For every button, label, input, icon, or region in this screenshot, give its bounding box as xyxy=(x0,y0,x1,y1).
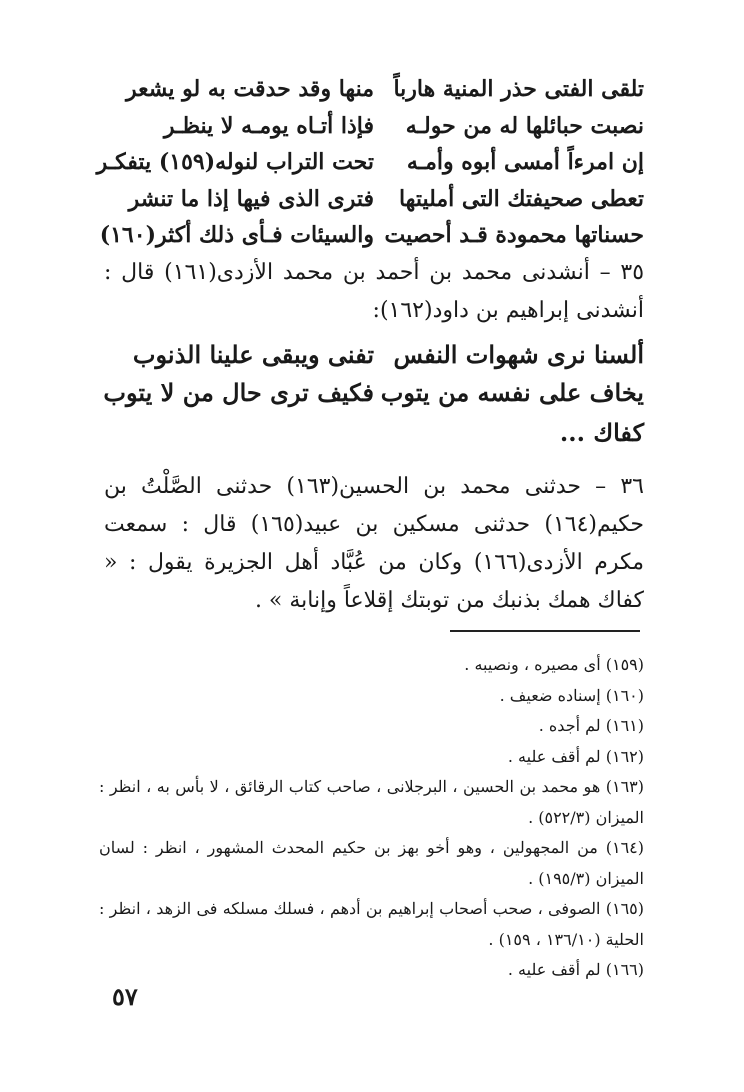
verse-second-hemistich: فإذا أتـاه يومـه لا ينظـر xyxy=(163,113,374,139)
poem1-verse-4 xyxy=(104,186,644,222)
poem2-verse-2 xyxy=(104,378,644,414)
poem1-verse-1 xyxy=(104,76,644,112)
footnotes-list xyxy=(99,650,644,986)
section-heading: كفاك ... xyxy=(559,418,644,447)
poem1-verse-3 xyxy=(96,149,644,185)
verse-second-hemistich: تحت التراب لنوله(١٥٩) يتفكـر xyxy=(96,149,374,175)
footnote-160: (١٦٠) إسناده ضعيف . xyxy=(499,685,644,705)
footnote-divider xyxy=(450,630,640,632)
verse-second-hemistich: فكيف ترى حال من لا يتوب xyxy=(103,378,374,407)
verse-first-hemistich: إن امرءاً أمسى أبوه وأمـه xyxy=(406,149,644,175)
poem1-verse-2 xyxy=(104,113,644,149)
paragraph-35: ٣٥ – أنشدنى محمد بن أحمد بن محمد الأزدى(١٦١) قال : أنشدنى إبراهيم بن داود(١٦٢): xyxy=(104,260,645,323)
verse-first-hemistich: ألسنا نرى شهوات النفس xyxy=(393,340,644,369)
verse-first-hemistich: نصبت حبائلها له من حولـه xyxy=(405,113,644,139)
paragraph-36: ٣٦ – حدثنى محمد بن الحسين(١٦٣) حدثنى الصَّلْتُ بن حكيم(١٦٤) حدثنى مسكين بن عبيد(١٦٥) قال : سمعت مكرم الأزدى(١٦٦) وكان من عُبَّاد أهل الجزيرة يقول : « كفاك همك بذنبك من توبتك إقلاعاً وإنابة » . xyxy=(104,474,645,613)
footnote-163: (١٦٣) هو محمد بن الحسين ، البرجلانى ، صاحب كتاب الرقائق ، لا بأس به ، انظر : الميزان (٥٢٢/٣) . xyxy=(99,777,644,827)
poem1-verse-5 xyxy=(99,222,644,258)
page-number: ٥٧ xyxy=(112,982,138,1011)
verse-second-hemistich: والسيئات فـأى ذلك أكثر(١٦٠) xyxy=(99,222,374,248)
verse-first-hemistich: حسناتها محمودة قـد أحصيت xyxy=(384,222,644,248)
footnote-165: (١٦٥) الصوفى ، صحب أصحاب إبراهيم بن أدهم ، فسلك مسلكه فى الزهد ، انظر : الحلية (١٣٦/١٠ ، ١٥٩) . xyxy=(99,899,644,949)
footnote-159: (١٥٩) أى مصيره ، ونصيبه . xyxy=(464,655,644,674)
footnote-166: (١٦٦) لم أقف عليه . xyxy=(507,960,644,979)
verse-first-hemistich: تلقى الفتى حذر المنية هارباً xyxy=(393,76,644,102)
verse-second-hemistich: تفنى ويبقى علينا الذنوب xyxy=(132,340,374,369)
verse-second-hemistich: فترى الذى فيها إذا ما تنشر xyxy=(128,186,374,212)
poem2-verse-1 xyxy=(104,340,644,376)
footnote-164: (١٦٤) من المجهولين ، وهو أخو بهز بن حكيم المحدث المشهور ، انظر : لسان الميزان (١٩٥/٣) . xyxy=(99,838,644,888)
footnote-161: (١٦١) لم أجده . xyxy=(538,716,644,735)
verse-first-hemistich: يخاف على نفسه من يتوب xyxy=(380,378,644,407)
footnote-162: (١٦٢) لم أقف عليه . xyxy=(507,746,644,766)
verse-first-hemistich: تعطى صحيفتك التى أمليتها xyxy=(398,186,644,212)
verse-second-hemistich: منها وقد حدقت به لو يشعر xyxy=(125,76,374,102)
